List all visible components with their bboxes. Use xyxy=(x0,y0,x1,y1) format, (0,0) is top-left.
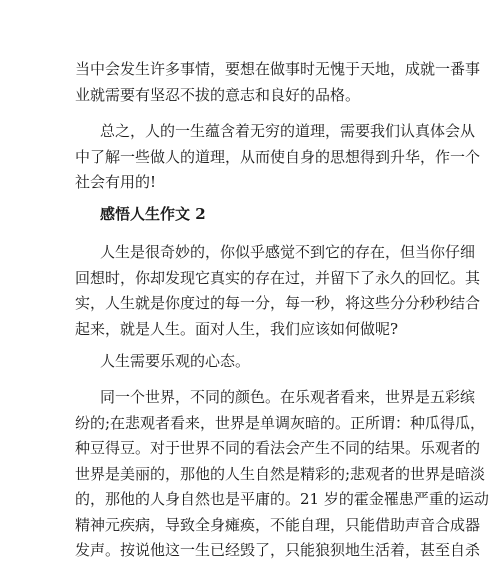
text-line: 种豆得豆。对于世界不同的看法会产生不同的结果。乐观者的 xyxy=(75,439,481,457)
text-line: 回想时，你却发现它真实的存在过，并留下了永久的回忆。其 xyxy=(75,268,481,287)
text-line: 总之，人的一生蕴含着无穷的道理，需要我们认真体会从 xyxy=(100,122,476,140)
text-line: 实，人生就是你度过的每一分，每一秒，将这些分分秒秒结合 xyxy=(75,294,481,312)
text-line: 中了解一些做人的道理，从而使自身的思想得到升华，作一个 xyxy=(75,147,481,166)
text-line: 发声。按说他这一生已经毁了，只能狼狈地生活着，甚至自杀 xyxy=(75,541,481,559)
paragraph-5 xyxy=(75,385,489,564)
text-line: 纷的;在悲观者看来，世界是单调灰暗的。正所谓：种瓜得瓜， xyxy=(75,413,486,432)
text-line: 当中会发生许多事情，要想在做事时无愧于天地，成就一番事 xyxy=(75,60,481,78)
text-line: 社会有用的! xyxy=(75,173,157,191)
paragraph-3 xyxy=(75,240,481,342)
text-line: 业就需要有坚忍不拔的意志和良好的品格。 xyxy=(75,85,361,104)
text-line: 同一个世界，不同的颜色。在乐观者看来，世界是五彩缤 xyxy=(100,388,476,406)
section-heading: 感悟人生作文 2 xyxy=(100,205,206,223)
text-line: 的，那他的人身自然也是平庸的。21 岁的霍金罹患严重的运动 xyxy=(75,490,489,508)
text-line: 起来，就是人生。面对人生，我们应该如何做呢? xyxy=(75,319,399,338)
paragraph-4 xyxy=(75,349,427,375)
paragraph-2 xyxy=(75,119,481,196)
text-line: 人生是很奇妙的，你似乎感觉不到它的存在，但当你仔细 xyxy=(100,243,476,261)
paragraph-1 xyxy=(75,57,481,108)
text-line: 精神元疾病，导致全身瘫痪，不能自理，只能借助声音合成器 xyxy=(75,515,481,534)
text-line: 人生需要乐观的心态。 xyxy=(100,352,251,370)
text-line: 世界是美丽的，那他的人生自然是精彩的;悲观者的世界是暗淡 xyxy=(75,464,486,483)
